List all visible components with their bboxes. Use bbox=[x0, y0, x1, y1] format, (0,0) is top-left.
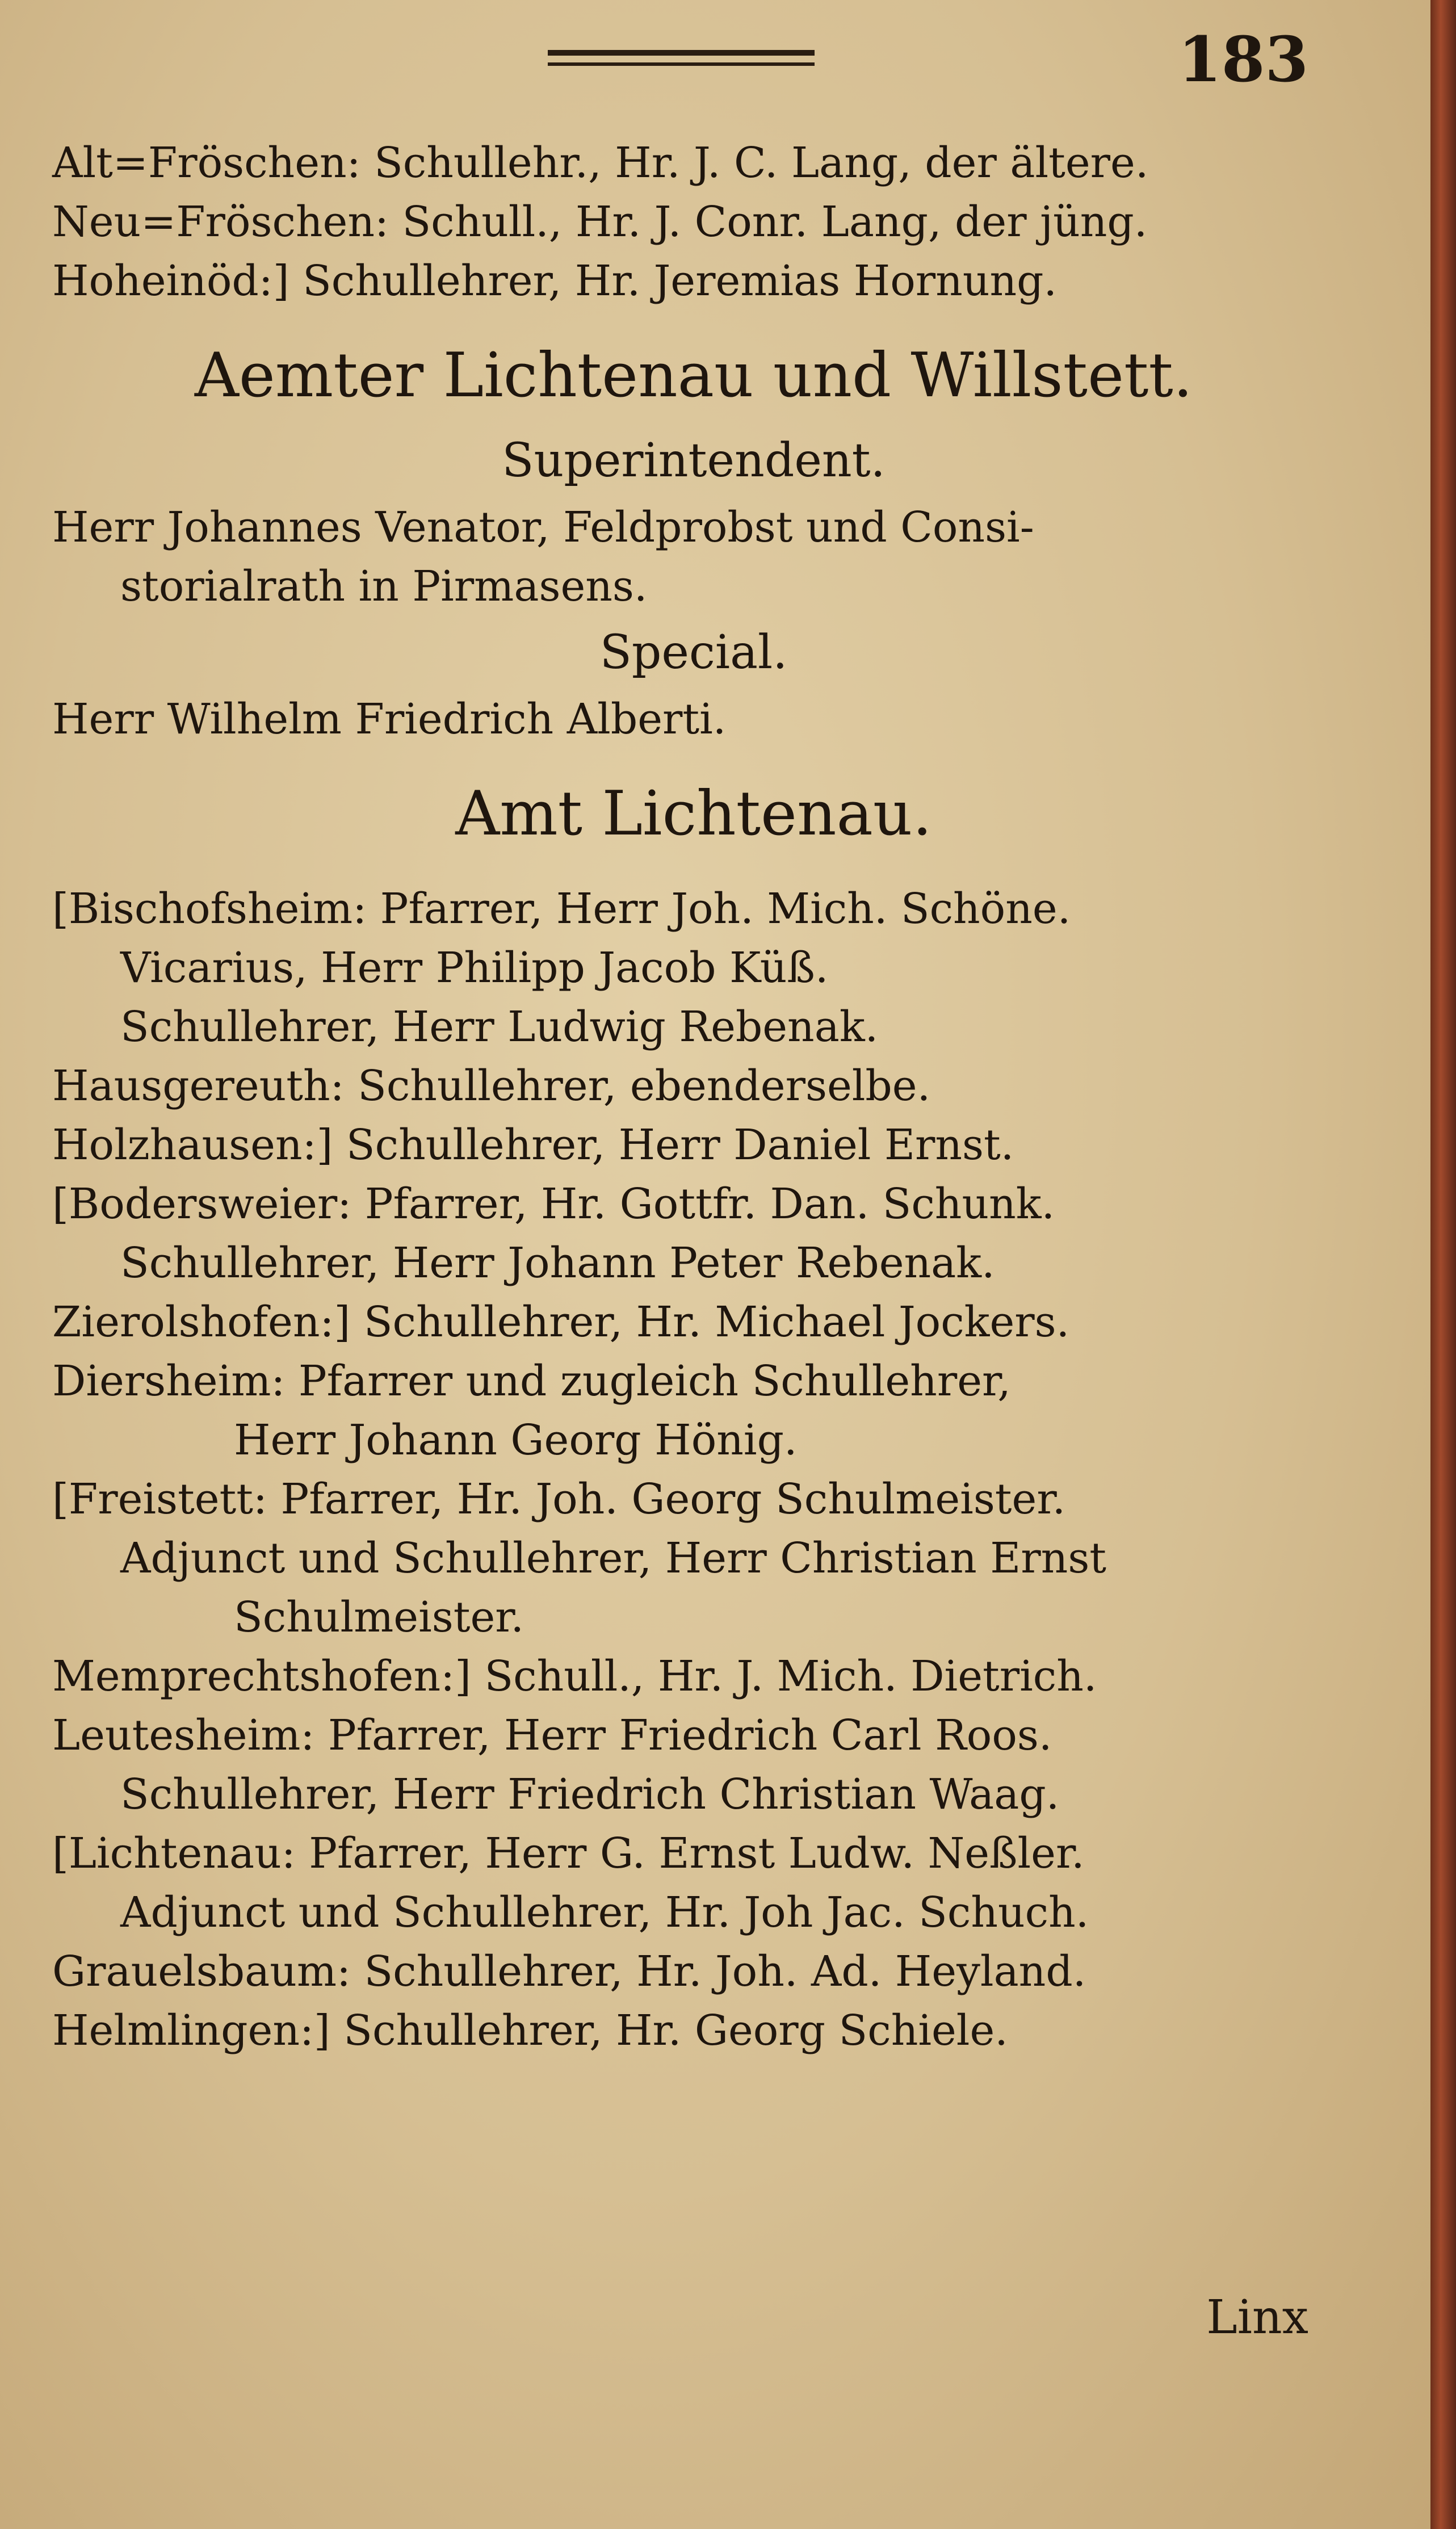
section-title: Aemter Lichtenau und Willstett. bbox=[194, 340, 1193, 411]
page-number: 183 bbox=[1178, 23, 1308, 96]
entry-line: Schullehrer, Herr Friedrich Christian Waag. bbox=[120, 1770, 1060, 1819]
entry-line: Herr Johann Georg Hönig. bbox=[234, 1416, 798, 1465]
entry-line: Memprechtshofen:] Schull., Hr. J. Mich. Dietrich. bbox=[52, 1652, 1097, 1701]
entry-line: Adjunct und Schullehrer, Hr. Joh Jac. Schuch. bbox=[120, 1888, 1089, 1937]
text-line: Herr Johannes Venator, Feldprobst und Consi- bbox=[52, 503, 1034, 552]
catchword: Linx bbox=[1206, 2291, 1308, 2345]
entry-line: Schulmeister. bbox=[234, 1593, 525, 1642]
book-edge bbox=[1430, 0, 1456, 2529]
entry-line: Grauelsbaum: Schullehrer, Hr. Joh. Ad. Heyland. bbox=[52, 1947, 1086, 1996]
entry-line: Schullehrer, Herr Ludwig Rebenak. bbox=[120, 1003, 879, 1051]
entry-line: Adjunct und Schullehrer, Herr Christian Ernst bbox=[120, 1534, 1107, 1583]
page-body bbox=[52, 133, 1335, 2060]
text-line: Hoheinöd:] Schullehrer, Hr. Jeremias Hornung. bbox=[52, 257, 1058, 305]
entry-line: [Bodersweier: Pfarrer, Hr. Gottfr. Dan. Schunk. bbox=[52, 1180, 1055, 1228]
superintendent-heading: Superintendent. bbox=[502, 434, 886, 488]
entry-line: Hausgereuth: Schullehrer, ebenderselbe. bbox=[52, 1062, 931, 1110]
entry-line: Schullehrer, Herr Johann Peter Rebenak. bbox=[120, 1239, 995, 1287]
text-line: storialrath in Pirmasens. bbox=[120, 562, 648, 611]
entry-line: Leutesheim: Pfarrer, Herr Friedrich Carl Roos. bbox=[52, 1711, 1052, 1760]
text-line: Neu=Fröschen: Schull., Hr. J. Conr. Lang, der jüng. bbox=[52, 198, 1148, 246]
entry-line: Helmlingen:] Schullehrer, Hr. Georg Schiele. bbox=[52, 2006, 1008, 2055]
header-rule bbox=[548, 50, 815, 66]
spacer bbox=[52, 862, 1335, 879]
entry-line: [Lichtenau: Pfarrer, Herr G. Ernst Ludw. Neßler. bbox=[52, 1829, 1085, 1878]
entry-line: Zierolshofen:] Schullehrer, Hr. Michael Jockers. bbox=[52, 1298, 1070, 1347]
entry-line: [Freistett: Pfarrer, Hr. Joh. Georg Schulmeister. bbox=[52, 1475, 1066, 1524]
entry-line: Vicarius, Herr Philipp Jacob Küß. bbox=[120, 943, 829, 992]
entry-line: Holzhausen:] Schullehrer, Herr Daniel Ernst. bbox=[52, 1121, 1014, 1169]
text-line: Alt=Fröschen: Schullehr., Hr. J. C. Lang, der ältere. bbox=[52, 139, 1149, 187]
text-line: Herr Wilhelm Friedrich Alberti. bbox=[52, 695, 727, 744]
special-heading: Special. bbox=[599, 626, 788, 680]
amt-title: Amt Lichtenau. bbox=[455, 778, 932, 849]
entry-line: [Bischofsheim: Pfarrer, Herr Joh. Mich. Schöne. bbox=[52, 884, 1071, 933]
entry-line: Diersheim: Pfarrer und zugleich Schullehrer, bbox=[52, 1357, 1011, 1406]
